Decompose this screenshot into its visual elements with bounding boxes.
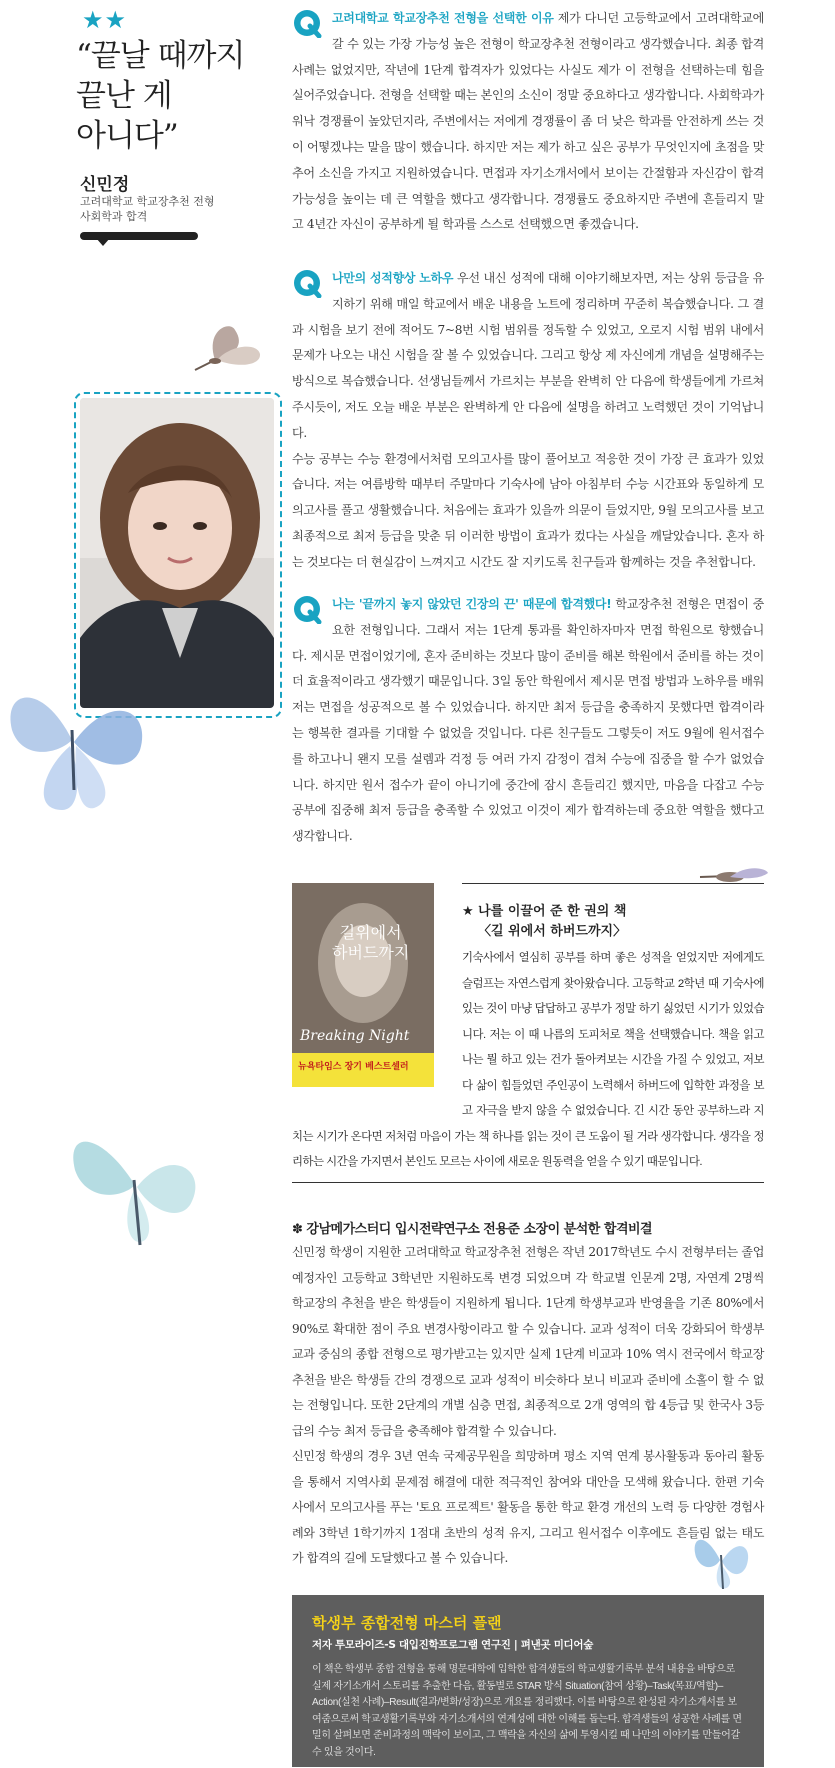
promo-author: 저자 투모라이즈-S 대입진학프로그램 연구진 | 펴낸곳 미디어숲	[312, 1639, 594, 1651]
book-heading	[462, 902, 626, 942]
analysis-paragraph: 신민정 학생의 경우 3년 연속 국제공무원을 희망하며 평소 지역 연계 봉사활동과 동아리 활동을 통해서 지역사회 문제점 해결에 대한 적극적인 참여와 대안을 모색해 왔습니다. 한편 기숙사에서 모의고사를 푸는 '토요 프로젝트' 활동을 통한 학교 환경 개선의 노력 등 다양한 경험사례와 3학년 1학기까지 1점대 초반의 성적 유지, 그리고 원서접수 이후에도 흔들림 없는 태도가 합격의 길에 도달했다고 볼 수 있습니다.	[292, 1449, 764, 1565]
headline-line: 아니다”	[76, 118, 178, 154]
small-moth-icon	[690, 865, 770, 891]
section-body: 학교장추천 전형은 면접이 중요한 전형입니다. 그래서 저는 1단계 통과를 확인하자마자 면접 학원으로 향했습니다. 제시문 면접이었기에, 혼자 준비하는 것보다 많이 준비를 해본 학원에서 준비를 하는 것이 더 효율적이라고 생각했기 때문입니다. 3일 동안 학원에서 제시문 면접 방법과 노하우를 배워 저는 면접을 성공적으로 볼 수 있었습니다. 하지만 최저 등급을 충족하지 못했다면 합격이라는 행복한 결과를 기대할 수 없었을 것입니다. 다른 친구들도 그렇듯이 저도 9월에 원서접수를 하고나니 왠지 모를 설렘과 걱정 등 여러 가지 감정이 겹쳐 수능에 집중을 할 수가 없었습니다. 하지만 원서 접수가 끝이 아니기에 중간에 잠시 흔들리긴 했지만, 마음을 다잡고 수능 공부에 집중해 최저 등급을 충족할 수 있었고 이것이 제가 합격하는데 중요한 역할을 했다고 생각합니다.	[292, 597, 764, 844]
school-line: 사회학과 합격	[80, 210, 148, 223]
book-heading-line: 〈길 위에서 하버드까지〉	[478, 924, 627, 939]
book-description	[292, 946, 764, 1176]
book-cover-title-line: 길위에서	[339, 923, 402, 942]
q-bullet-icon	[292, 594, 322, 624]
analysis-body	[292, 1240, 764, 1572]
butterfly-illustration-icon	[60, 1110, 210, 1260]
section-study-tips	[292, 266, 764, 576]
section-lead: 고려대학교 학교장추천 전형을 선택한 이유	[332, 11, 554, 25]
section-lead: 나만의 성적향상 노하우	[332, 271, 454, 285]
book-body: 기숙사에서 열심히 공부를 하며 좋은 성적을 얻었지만 저에게도 슬럼프는 자연스럽게 찾아왔습니다. 고등학교 2학년 때 기숙사에 있는 것이 마냥 답답하고 공부가 정말 하기 싫었던 시기가 있었습니다. 저는 이 때 나름의 도피처로 책을 선택했습니다. 책을 읽고 나는 뭘 하고 있는 건가 돌아켜보는 시간을 가질 수 있었고, 저보다 삶이 힘들었던 주인공이 노력해서 하버드에 입학한 과정을 보고 자극을 받지 않을 수 없었습니다. 긴 시간 동안 공부하느라 지치는 시기가 온다면 저처럼 마음이 가는 책 하나를 읽는 것이 큰 도움이 될 거라 생각합니다. 생각을 정리하는 시간을 가지면서 본인도 모르는 사이에 새로운 원동력을 얻을 수 있기 때문입니다.	[292, 952, 764, 1168]
analysis-title: ✽ 강남메가스터디 입시전략연구소 전용준 소장이 분석한 합격비결	[292, 1222, 653, 1237]
butterfly-illustration-icon	[2, 660, 152, 820]
section-reason	[292, 6, 764, 238]
section-body: 우선 내신 성적에 대해 이야기해보자면, 저는 상위 등급을 유지하기 위해 매일 학교에서 배운 내용을 노트에 정리하며 꾸준히 복습했습니다. 그 결과 시험을 보기 전에 적어도 7~8번 시험 범위를 정독할 수 있었고, 오로지 시험 범위 내에서 문제가 나오는 내신 시험을 잘 볼 수 있었습니다. 그리고 항상 제 자신에게 개념을 설명해주는 방식으로 복습했습니다. 선생님들께서 가르치는 부분을 완벽히 안 다음에 학생들에게 가르쳐 주시듯이, 저도 오늘 배운 부분은 완벽하게 안 다음에 설명을 하려고 노력했던 것이 기억납니다.	[292, 271, 764, 440]
section-success	[292, 592, 764, 850]
analysis-paragraph: 신민정 학생이 지원한 고려대학교 학교장추천 전형은 작년 2017학년도 수시 전형부터는 졸업예정자인 고등학교 3학년만 지원하도록 변경 되었으며 각 학교별 인문계 2명, 자연계 2명씩 학교장의 추천을 받은 학생들이 지원하게 됩니다. 1단계 학생부교과 반영율을 기존 80%에서 90%로 확대한 점이 주요 변경사항이라고 할 수 있습니다. 교과 성적이 더욱 강화되어 학생부교과 중심의 종합 전형으로 평가받고는 있지만 실제 1단계 비교과 10% 역시 전국에서 학교장 추천을 받은 학생들 간의 경쟁으로 교과 성적이 비슷하다 보니 비교과 준비에 소홀이 할 수 없는 전형입니다. 또한 2단계의 개별 심층 면접, 최종적으로 2개 영역의 합 4등급 및 한국사 3등급의 수능 최저 등급을 충족해야 합격할 수 있습니다.	[292, 1245, 764, 1438]
quote-headline	[76, 36, 256, 156]
rating-stars: ★★	[82, 6, 128, 34]
section-lead: 나는 '끝까지 놓지 않았던 긴장의 끈' 때문에 합격했다!	[332, 597, 612, 611]
headline-line: 끝난 게	[76, 78, 172, 114]
headline-line: “끝날 때까지	[76, 38, 245, 74]
book-cover-badge: 뉴욕타임스 장기 베스트셀러	[298, 1062, 409, 1072]
q-bullet-icon	[292, 268, 322, 298]
student-name: 신민정	[80, 175, 130, 195]
moth-illustration-icon	[175, 320, 265, 382]
butterfly-illustration-icon	[690, 1525, 754, 1595]
promo-title: 학생부 종합전형 마스터 플랜	[312, 1614, 502, 1632]
section-body-2: 수능 공부는 수능 환경에서처럼 모의고사를 많이 풀어보고 적응한 것이 가장 큰 효과가 있었습니다. 저는 여름방학 때부터 주말마다 기숙사에 남아 아침부터 수능 시간표와 동일하게 모의고사를 풀고 생활했습니다. 처음에는 효과가 있을까 의문이 들었지만, 9월 모의고사를 보고 최종적으로 최저 등급을 맞춘 뒤 이러한 방법이 효과가 컸다는 사실을 깨달았습니다. 혼자 하는 것보다는 더 현실감이 느껴지고 시간도 잘 지키도록 친구들과 함께하는 것을 추천합니다.	[292, 451, 764, 569]
school-line: 고려대학교 학교장추천 전형	[80, 195, 215, 208]
promo-body: 이 책은 학생부 종합 전형을 통해 명문대학에 입학한 합격생들의 학교생활기록부 분석 내용을 바탕으로 실제 자기소개서 스토리를 추출한 다음, 활동별로 STAR 방식 Situation(참여 상황)–Task(목표/역할)–Action(실천 사례)–Result(결과/변화/성장)으로 개요를 정리했다. 이를 바탕으로 완성된 자기소개서를 보여줌으로써 학교생활기록부와 자기소개서의 연계성에 대한 이해를 돕는다. 합격생들의 성공한 사례를 면밀히 살펴보면 준비과정의 맥락이 보이고, 그 맥락을 자신의 삶에 투영시킬 때 나만의 이야기를 만들어갈 수 있을 것이다.	[312, 1664, 742, 1758]
book-cover-english: Breaking Night	[300, 1028, 410, 1044]
section-body: 제가 다니던 고등학교에서 고려대학교에 갈 수 있는 가장 가능성 높은 전형이 학교장추천 전형이라고 생각했습니다. 최종 합격 사례는 없었지만, 작년에 1단계 합격자가 있었다는 사실도 제가 이 전형을 선택하는데 힘을 실어주었습니다. 전형을 선택할 때는 본인의 소신이 정말 중요하다고 생각합니다. 사회학과가 워낙 경쟁률이 높았던지라, 주변에서는 저에게 경쟁률이 좀 더 낮은 학과를 안전하게 쓰는 것이 어떻겠냐는 말을 많이 했습니다. 하지만 저는 제가 하고 싶은 공부가 무엇인지에 초점을 맞추어 소신을 가지고 지원하였습니다. 면접과 자기소개서에서 보이는 간절함과 자신감이 합격 가능성을 높이는 데 큰 역할을 했다고 생각합니다. 경쟁률도 중요하지만 주변에 흔들리지 말고 4년간 자신이 공부하게 될 학과를 스스로 선택했으면 좋겠습니다.	[292, 11, 764, 232]
section-divider	[292, 1182, 764, 1183]
q-bullet-icon	[292, 8, 322, 38]
book-heading-line: ★ 나를 이끌어 준 한 권의 책	[462, 904, 627, 919]
student-school	[80, 194, 230, 224]
book-cover-title-line: 하버드까지	[332, 943, 410, 962]
book-divider	[462, 883, 764, 884]
speech-bar-tail	[96, 238, 110, 246]
